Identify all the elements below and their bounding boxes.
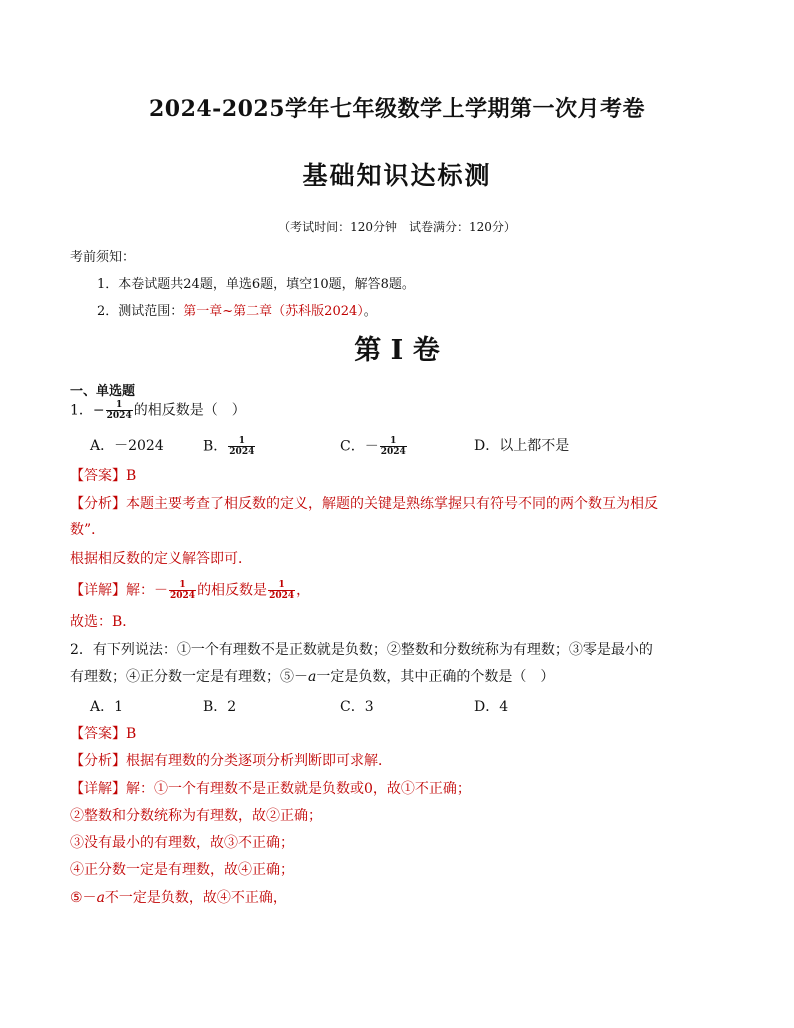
question-1-number: 1．	[70, 402, 93, 419]
q1-analysis-line-3: 根据相反数的定义解答即可．	[70, 551, 252, 567]
q1-answer: 【答案】B	[70, 468, 137, 484]
q2-detail-line-4: ④正分数一定是有理数，故④正确；	[70, 862, 294, 878]
q2-option-b: B．2	[203, 699, 237, 715]
q1-option-b-label: B．	[203, 438, 228, 455]
fraction-1-over-2024	[169, 580, 196, 601]
q1-detail-mid: 的相反数是	[197, 582, 268, 599]
question-2-line-2	[70, 667, 554, 687]
fraction-numerator: 1	[106, 400, 133, 411]
q2-analysis: 【分析】根据有理数的分类逐项分析判断即可求解．	[70, 753, 392, 769]
fraction-numerator: 1	[380, 436, 407, 447]
minus-sign: −	[92, 402, 105, 419]
q2-detail-line-3: ③没有最小的有理数，故③不正确；	[70, 835, 294, 851]
q2-detail-line-2: ②整数和分数统称为有理数，故②正确；	[70, 808, 322, 824]
q1-option-d: D．以上都不是	[474, 438, 570, 454]
fraction-denominator: 2024	[170, 591, 196, 601]
fraction-numerator: 1	[268, 580, 295, 591]
volume-heading: 第 I 卷	[354, 335, 440, 366]
fraction-denominator: 2024	[106, 411, 132, 421]
q2-detail5-a: ⑤－	[70, 890, 97, 906]
fraction-1-over-2024	[228, 436, 255, 457]
notes-item-2-suffix: 。	[363, 304, 377, 319]
q1-analysis-line-1: 【分析】本题主要考查了相反数的定义，解题的关键是熟练掌握只有符号不同的两个数互为相反	[70, 496, 658, 512]
question-1-text: 的相反数是（ ）	[133, 402, 246, 419]
notes-item-2	[97, 300, 377, 319]
notes-item-1: 1．本卷试题共24题，单选6题，填空10题，解答8题。	[97, 277, 415, 292]
document-subtitle: 基础知识达标测	[302, 161, 492, 190]
variable-a: a	[308, 669, 317, 685]
q2-detail-line-5	[70, 888, 287, 908]
fraction-numerator: 1	[169, 580, 196, 591]
q1-detail-prefix: 【详解】解：－	[70, 582, 168, 599]
fraction-denominator: 2024	[229, 447, 255, 457]
q1-choice: 故选：B．	[70, 614, 137, 630]
fraction-1-over-2024	[268, 580, 295, 601]
exam-info: （考试时间：120分钟 试卷满分：120分）	[278, 220, 516, 234]
q1-detail-end: ，	[296, 582, 311, 599]
fraction-1-over-2024	[380, 436, 407, 457]
q1-option-c	[340, 436, 408, 457]
question-2-line-1: 2．有下列说法：①一个有理数不是正数就是负数；②整数和分数统称为有理数；③零是最小的	[70, 642, 653, 658]
fraction-numerator: 1	[228, 436, 255, 447]
q2-line2-a: 有理数；④正分数一定是有理数；⑤－	[70, 669, 308, 685]
q2-option-c: C．3	[340, 699, 374, 715]
q1-analysis-line-2: 数”．	[70, 522, 106, 538]
q2-detail-line-1: 【详解】解：①一个有理数不是正数就是负数或0，故①不正确；	[70, 781, 471, 797]
q1-detail	[70, 580, 310, 601]
q2-option-d: D．4	[474, 699, 509, 715]
variable-a: a	[96, 890, 105, 906]
q1-option-b	[203, 436, 256, 457]
notes-heading: 考前须知：	[70, 250, 136, 265]
document-title: 2024-2025学年七年级数学上学期第一次月考卷	[148, 96, 646, 122]
q2-option-a: A．1	[90, 699, 124, 715]
fraction-denominator: 2024	[380, 447, 406, 457]
q2-detail5-b: 不一定是负数，故④不正确，	[104, 890, 287, 906]
section-heading: 一、单选题	[70, 384, 136, 399]
q1-option-c-label: C．－	[340, 438, 379, 455]
q2-line2-b: 一定是负数，其中正确的个数是（ ）	[316, 669, 555, 685]
fraction-1-over-2024	[106, 400, 133, 421]
fraction-denominator: 2024	[269, 591, 295, 601]
q2-answer: 【答案】B	[70, 726, 137, 742]
q1-option-a: A．－2024	[90, 438, 164, 454]
notes-item-2-prefix: 2．测试范围：	[97, 304, 184, 319]
question-1-stem	[70, 400, 246, 421]
test-range: 第一章~第二章（苏科版2024）	[183, 304, 364, 319]
